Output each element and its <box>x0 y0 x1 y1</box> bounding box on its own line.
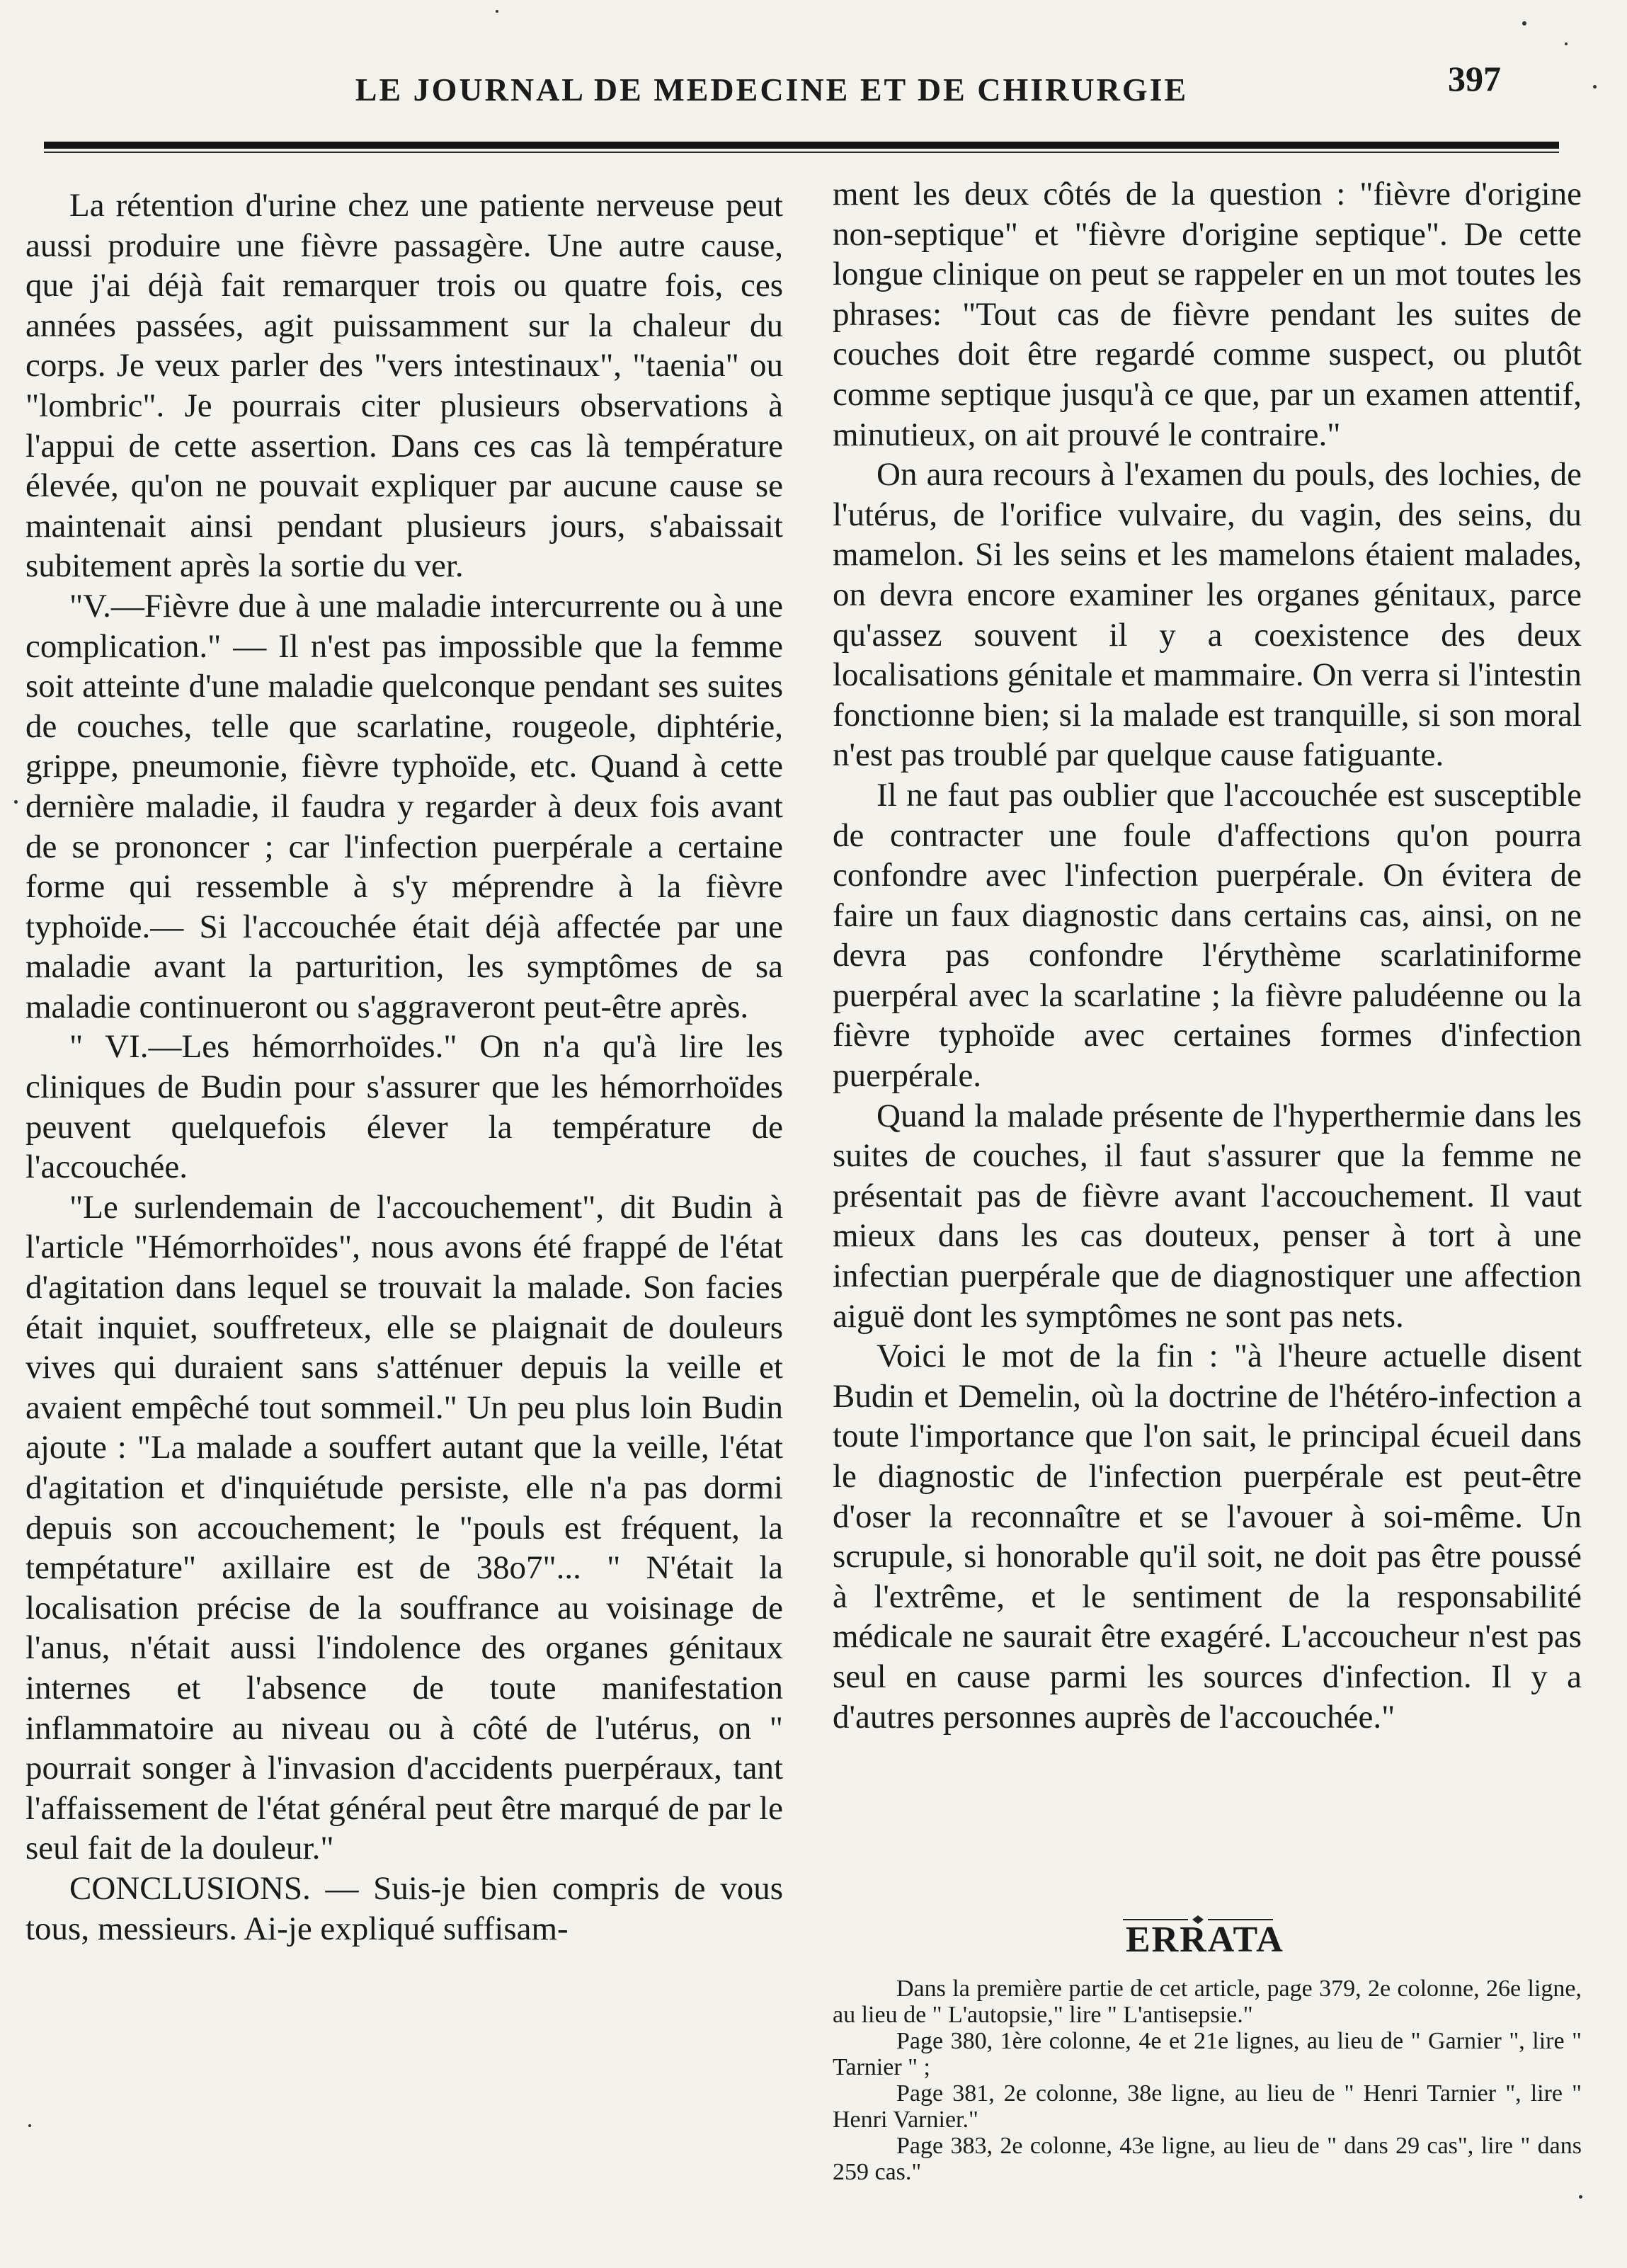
errata-entry: Page 380, 1ère colonne, 4e et 21e lignes, au lieu de " Garnier ", lire " Tarnier " ; <box>833 2028 1582 2080</box>
header-rule <box>44 142 1559 149</box>
paragraph: Il ne faut pas oublier que l'accouchée est susceptible de contracter une foule d'affections qu'on pourra confondre avec l'infection puerpérale. On évitera de faire un faux diagnostic dans certains cas, ainsi, on ne devra pas confondre l'érythème scarlatiniforme puerpéral avec la scarlatine ; la fièvre paludéenne ou la fièvre typhoïde avec certaines formes d'infection puerpérale. <box>833 776 1582 1095</box>
paragraph: On aura recours à l'examen du pouls, des lochies, de l'utérus, de l'orifice vulvaire, du vagin, des seins, du mamelon. Si les seins et les mamelons étaient malades, on devra encore examiner les organes génitaux, parce qu'assez souvent il y a coexistence des deux localisations génitale et mammaire. On verra si l'intestin fonctionne bien; si la malade est tranquille, si son moral n'est pas troublé par quelque cause fatiguante. <box>833 456 1582 774</box>
errata-entry: Page 381, 2e colonne, 38e ligne, au lieu de " Henri Tarnier ", lire " Henri Varnier." <box>833 2080 1582 2133</box>
page-number: 397 <box>1448 59 1501 98</box>
errata-list <box>833 1976 1582 2185</box>
errata-entry: Page 383, 2e colonne, 43e ligne, au lieu de " dans 29 cas", lire " dans 259 cas." <box>833 2133 1582 2185</box>
errata-heading: ERRATA <box>1126 1920 1284 1960</box>
scan-speck <box>14 800 18 804</box>
paragraph: " VI.—Les hémorrhoïdes." On n'a qu'à lire les cliniques de Budin pour s'assurer que les hémorrhoïdes peuvent quelquefois élever la température de l'accouchée. <box>25 1028 783 1186</box>
paragraph: Quand la malade présente de l'hyperthermie dans les suites de couches, il faut s'assurer que la femme ne présentait pas de fièvre avant l'accouchement. Il vaut mieux dans les cas douteux, penser à tort à une infectian puerpérale que de diagnostiquer une affection aiguë dont les symptômes ne sont pas nets. <box>833 1097 1582 1335</box>
header-rule-thin <box>44 152 1559 153</box>
scan-speck <box>1593 85 1597 89</box>
paragraph: "Le surlendemain de l'accouchement", dit Budin à l'article "Hémorrhoïdes", nous avons été frappé de l'état d'agitation dans lequel se trouvait la malade. Son facies était inquiet, souffreteux, elle se plaignait de douleurs vives qui duraient sans s'atténuer depuis la veille et avaient empêché tout sommeil." Un peu plus loin Budin ajoute : "La malade a souffert autant que la veille, l'état d'agitation et d'inquiétude persiste, elle n'a pas dormi depuis son accouchement; le "pouls est fréquent, la tempétature" axillaire est de 38o7"... " N'était la localisation précise de la souffrance au voisinage de l'anus, n'était aussi l'indolence des organes génitaux internes et l'absence de toute manifestation inflammatoire au niveau ou à côté de l'utérus, on " pourrait songer à l'invasion d'accidents puerpéraux, tant l'affaissement de l'état général peut être marqué de par le seul fait de la douleur." <box>25 1188 783 1867</box>
scan-speck <box>1579 2195 1582 2199</box>
scan-speck <box>496 10 498 13</box>
conclusions-paragraph: CONCLUSIONS. — Suis-je bien compris de vous tous, messieurs. Ai-je expliqué suffisam- <box>25 1869 783 1947</box>
scan-speck <box>1565 42 1568 45</box>
right-column <box>833 174 1582 1737</box>
scan-speck <box>1522 21 1526 25</box>
paragraph: Voici le mot de la fin : "à l'heure actuelle disent Budin et Demelin, où la doctrine de l'hétéro-infection a toute l'importance que l'on sait, le principal écueil dans le diagnostic de l'infection puerpérale est peut-être d'oser la reconnaître et se l'avouer à soi-même. Un scrupule, si honorable qu'il soit, ne doit pas être poussé à l'extrême, et le sentiment de la responsabilité médicale ne saurait être exagéré. L'accoucheur n'est pas seul en cause parmi les sources d'infection. Il y a d'autres personnes auprès de l'accouchée." <box>833 1338 1582 1736</box>
left-column <box>25 186 783 1949</box>
running-head-title: LE JOURNAL DE MEDECINE ET DE CHIRURGIE <box>355 72 1189 108</box>
paragraph: La rétention d'urine chez une patiente nerveuse peut aussi produire une fièvre passagère. Une autre cause, que j'ai déjà fait remarquer trois ou quatre fois, ces années passées, agit puissamment sur la chaleur du corps. Je veux parler des "vers intestinaux", "taenia" ou "lombric". Je pourrais citer plusieurs observations à l'appui de cette assertion. Dans ces cas là température élevée, qu'on ne pouvait expliquer par aucune cause se maintenait ainsi pendant plusieurs jours, s'abaissait subitement après la sortie du ver. <box>25 187 783 585</box>
scan-speck <box>28 2124 31 2127</box>
paragraph-continued: ment les deux côtés de la question : "fièvre d'origine non-septique" et "fièvre d'origine septique". De cette longue clinique on peut se rappeler en un mot toutes les phrases: "Tout cas de fièvre pendant les suites de couches doit être regardé comme suspect, ou plutôt comme septique jusqu'à ce que, par un examen attentif, minutieux, on ait prouvé le contraire." <box>833 176 1582 453</box>
paragraph: "V.—Fièvre due à une maladie intercurrente ou à une complication." — Il n'est pas impossible que la femme soit atteinte d'une maladie quelconque pendant ses suites de couches, telle que scarlatine, rougeole, diphtérie, grippe, pneumonie, fièvre typhoïde, etc. Quand à cette dernière maladie, il faudra y regarder à deux fois avant de se prononcer ; car l'infection puerpérale a certaine forme qui ressemble à s'y méprendre à la fièvre typhoïde.— Si l'accouchée était déjà affectée par une maladie avant la parturition, les symptômes de sa maladie continueront ou s'aggraveront peut-être après. <box>25 587 783 1025</box>
errata-entry: Dans la première partie de cet article, page 379, 2e colonne, 26e ligne, au lieu de " L'autopsie," lire " L'antisepsie." <box>833 1976 1582 2028</box>
